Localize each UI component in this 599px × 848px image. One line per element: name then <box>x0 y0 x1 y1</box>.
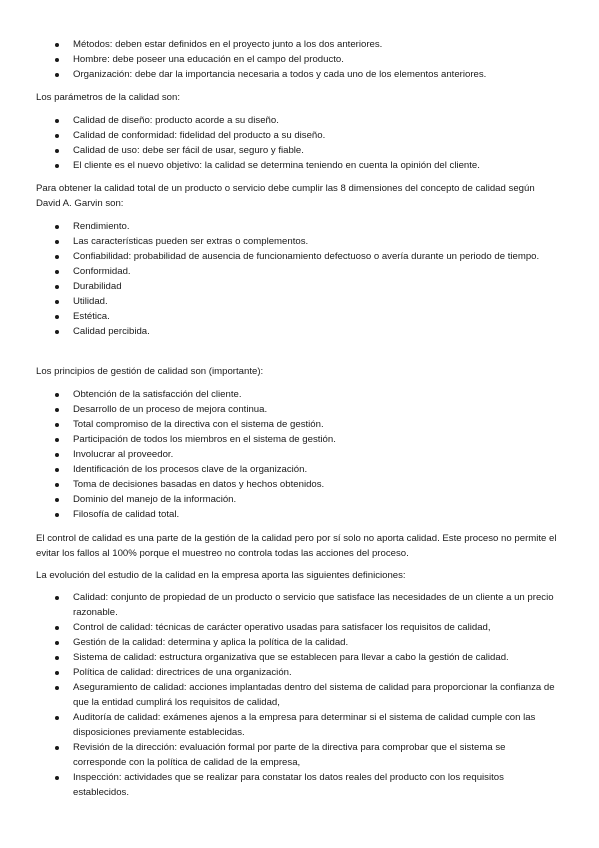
list-item: Calidad de uso: debe ser fácil de usar, seguro y fiable. <box>0 143 599 158</box>
list-item: Hombre: debe poseer una educación en el campo del producto. <box>0 52 599 67</box>
list-item: Confiabilidad: probabilidad de ausencia de funcionamiento defectuoso o avería durante un periodo de tiempo. <box>0 249 599 264</box>
list-item: Involucrar al proveedor. <box>0 447 599 462</box>
list-item: Rendimiento. <box>0 219 599 234</box>
paragraph-garvin: Para obtener la calidad total de un producto o servicio debe cumplir las 8 dimensiones del concepto de calidad según David A. Garvin son: <box>36 183 535 209</box>
list-elementos <box>0 37 599 82</box>
list-item: Calidad percibida. <box>0 324 599 339</box>
list-item: Sistema de calidad: estructura organizativa que se establecen para llevar a cabo la gestión de calidad. <box>0 650 599 665</box>
list-item: Aseguramiento de calidad: acciones implantadas dentro del sistema de calidad para proporcionar la confianza de que la entidad cumplirá los requisitos de calidad, <box>0 680 599 710</box>
list-item: Métodos: deben estar definidos en el proyecto junto a los dos anteriores. <box>0 37 599 52</box>
list-item: Dominio del manejo de la información. <box>0 492 599 507</box>
list-item: El cliente es el nuevo objetivo: la calidad se determina teniendo en cuenta la opinión del cliente. <box>0 158 599 173</box>
list-item: Auditoría de calidad: exámenes ajenos a la empresa para determinar si el sistema de calidad cumple con las disposiciones previamente establecidas. <box>0 710 599 740</box>
list-item: Política de calidad: directrices de una organización. <box>0 665 599 680</box>
list-item: Calidad: conjunto de propiedad de un producto o servicio que satisface las necesidades de un cliente a un precio razonable. <box>0 590 599 620</box>
list-principios <box>0 387 599 522</box>
list-item: Desarrollo de un proceso de mejora continua. <box>0 402 599 417</box>
list-item: Gestión de la calidad: determina y aplica la política de la calidad. <box>0 635 599 650</box>
list-definiciones <box>0 590 599 800</box>
list-item: Durabilidad <box>0 279 599 294</box>
list-item: Participación de todos los miembros en el sistema de gestión. <box>0 432 599 447</box>
list-item: Toma de decisiones basadas en datos y hechos obtenidos. <box>0 477 599 492</box>
list-item: Inspección: actividades que se realizar para constatar los datos reales del producto con los requisitos establecidos. <box>0 770 599 800</box>
list-item: Obtención de la satisfacción del cliente. <box>0 387 599 402</box>
list-item: Organización: debe dar la importancia necesaria a todos y cada uno de los elementos anteriores. <box>0 67 599 82</box>
paragraph-parametros: Los parámetros de la calidad son: <box>36 92 180 103</box>
list-item: Calidad de diseño: producto acorde a su diseño. <box>0 113 599 128</box>
paragraph-control: El control de calidad es una parte de la gestión de la calidad pero por sí solo no aporta calidad. Este proceso no permite el evitar los fallos al 100% porque el muestreo no controla todas las acciones del proceso. <box>36 533 557 559</box>
list-item: Estética. <box>0 309 599 324</box>
list-item: Total compromiso de la directiva con el sistema de gestión. <box>0 417 599 432</box>
list-parametros <box>0 113 599 173</box>
list-item: Revisión de la dirección: evaluación formal por parte de la directiva para comprobar que el sistema se corresponde con la política de calidad de la empresa, <box>0 740 599 770</box>
list-item: Conformidad. <box>0 264 599 279</box>
list-item: Control de calidad: técnicas de carácter operativo usadas para satisfacer los requisitos de calidad, <box>0 620 599 635</box>
paragraph-evolucion: La evolución del estudio de la calidad en la empresa aporta las siguientes definiciones: <box>36 570 406 581</box>
list-dimensiones <box>0 219 599 339</box>
list-item: Las características pueden ser extras o complementos. <box>0 234 599 249</box>
paragraph-principios: Los principios de gestión de calidad son (importante): <box>36 366 264 377</box>
list-item: Utilidad. <box>0 294 599 309</box>
list-item: Identificación de los procesos clave de la organización. <box>0 462 599 477</box>
list-item: Filosofía de calidad total. <box>0 507 599 522</box>
list-item: Calidad de conformidad: fidelidad del producto a su diseño. <box>0 128 599 143</box>
